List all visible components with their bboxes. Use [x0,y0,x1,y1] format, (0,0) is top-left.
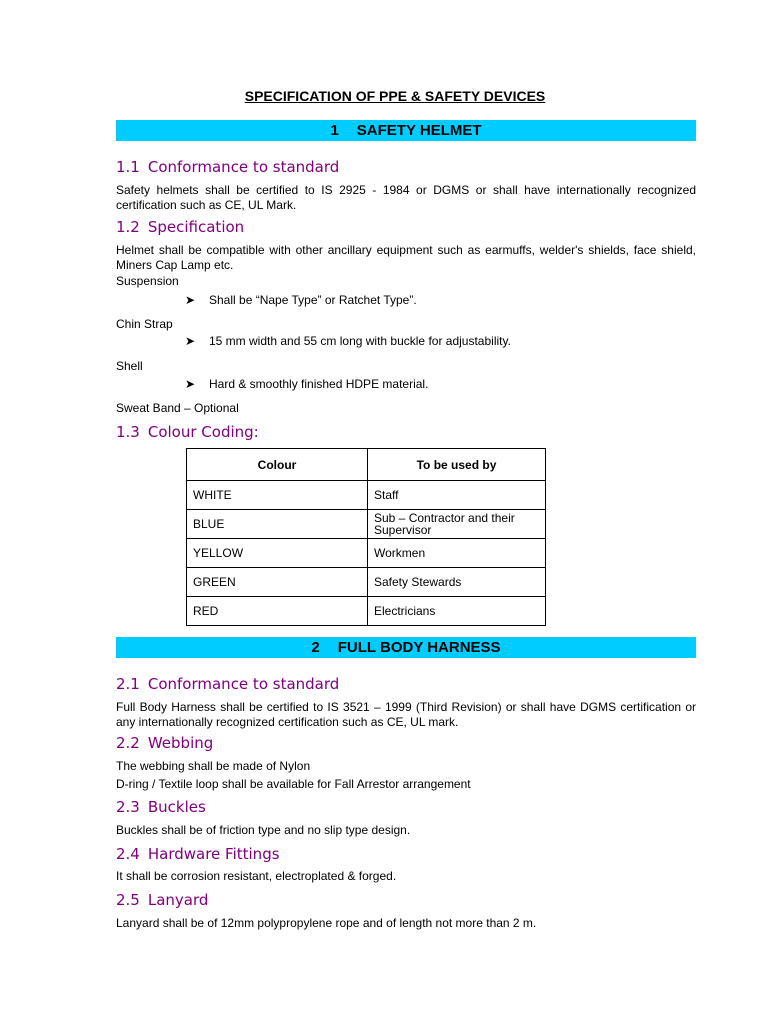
table-cell: Electricians [368,597,546,626]
table-row [187,481,546,510]
section-number: 1 [330,122,339,139]
subsection-number: 2.2 [116,734,140,752]
bullet-item [185,293,417,307]
column-header: To be used by [368,449,546,481]
table-cell: RED [187,597,368,626]
colour-coding-table [186,448,546,626]
subsection-title: Webbing [147,734,214,752]
paragraph: Full Body Harness shall be certified to IS 3521 – 1999 (Third Revision) or shall have DGMS certification or any internationally recognized certification such as CE, UL mark. [116,700,696,729]
subsection-number: 2.1 [116,675,140,693]
section-number: 2 [311,639,320,656]
suspension-label: Suspension [116,274,179,288]
bullet-item [185,334,511,348]
subsection-2-3-heading [116,798,206,816]
table-cell: Staff [368,481,546,510]
paragraph-line: Buckles shall be of friction type and no slip type design. [116,823,411,837]
subsection-title: Hardware Fittings [147,845,280,863]
paragraph-line: The webbing shall be made of Nylon [116,759,311,773]
paragraph-line: It shall be corrosion resistant, electroplated & forged. [116,869,397,883]
bullet-item [185,377,428,391]
subsection-number: 2.3 [116,798,140,816]
bullet-text: 15 mm width and 55 cm long with buckle for adjustability. [209,334,511,348]
subsection-2-2-heading [116,734,213,752]
subsection-1-2-heading [116,218,244,236]
shell-label: Shell [116,359,143,373]
bullet-text: Hard & smoothly finished HDPE material. [209,377,429,391]
section-1-heading [116,120,696,141]
table-row [187,568,546,597]
section-title: SAFETY HELMET [356,122,482,139]
subsection-number: 2.4 [116,845,140,863]
table-row [187,597,546,626]
table-row [187,510,546,539]
arrowhead-bullet-icon: ➤ [185,293,196,307]
arrowhead-bullet-icon: ➤ [185,377,196,391]
column-header: Colour [187,449,368,481]
subsection-number: 1.2 [116,218,140,236]
table-cell: YELLOW [187,539,368,568]
subsection-title: Lanyard [147,891,209,909]
table-cell: WHITE [187,481,368,510]
subsection-title: Conformance to standard [147,158,340,176]
subsection-title: Buckles [147,798,206,816]
table-cell: GREEN [187,568,368,597]
paragraph: Safety helmets shall be certified to IS 2925 - 1984 or DGMS or shall have internationally recognized certification such as CE, UL Mark. [116,183,696,212]
paragraph-line: D-ring / Textile loop shall be available for Fall Arrestor arrangement [116,777,471,791]
subsection-number: 2.5 [116,891,140,909]
subsection-title: Conformance to standard [147,675,340,693]
subsection-1-3-heading [116,423,259,441]
subsection-number: 1.3 [116,423,140,441]
bullet-text: Shall be “Nape Type” or Ratchet Type”. [209,293,417,307]
sweat-band-line: Sweat Band – Optional [116,401,239,415]
paragraph-line: Lanyard shall be of 12mm polypropylene rope and of length not more than 2 m. [116,916,537,930]
subsection-title: Specification [147,218,245,236]
subsection-1-1-heading [116,158,339,176]
arrowhead-bullet-icon: ➤ [185,334,196,348]
table-header-row [187,449,546,481]
subsection-number: 1.1 [116,158,140,176]
table-cell: Safety Stewards [368,568,546,597]
table-row [187,539,546,568]
table-cell: Sub – Contractor and their Supervisor [368,510,546,539]
table-cell: BLUE [187,510,368,539]
subsection-title: Colour Coding: [147,423,259,441]
document-title: SPECIFICATION OF PPE & SAFETY DEVICES [244,88,546,104]
chin-strap-label: Chin Strap [116,317,173,331]
subsection-2-5-heading [116,891,208,909]
section-2-heading [116,637,696,658]
paragraph: Helmet shall be compatible with other ancillary equipment such as earmuffs, welder's shields, face shield, Miners Cap Lamp etc. [116,243,696,272]
table-cell: Workmen [368,539,546,568]
section-title: FULL BODY HARNESS [337,639,501,656]
subsection-2-4-heading [116,845,280,863]
subsection-2-1-heading [116,675,339,693]
